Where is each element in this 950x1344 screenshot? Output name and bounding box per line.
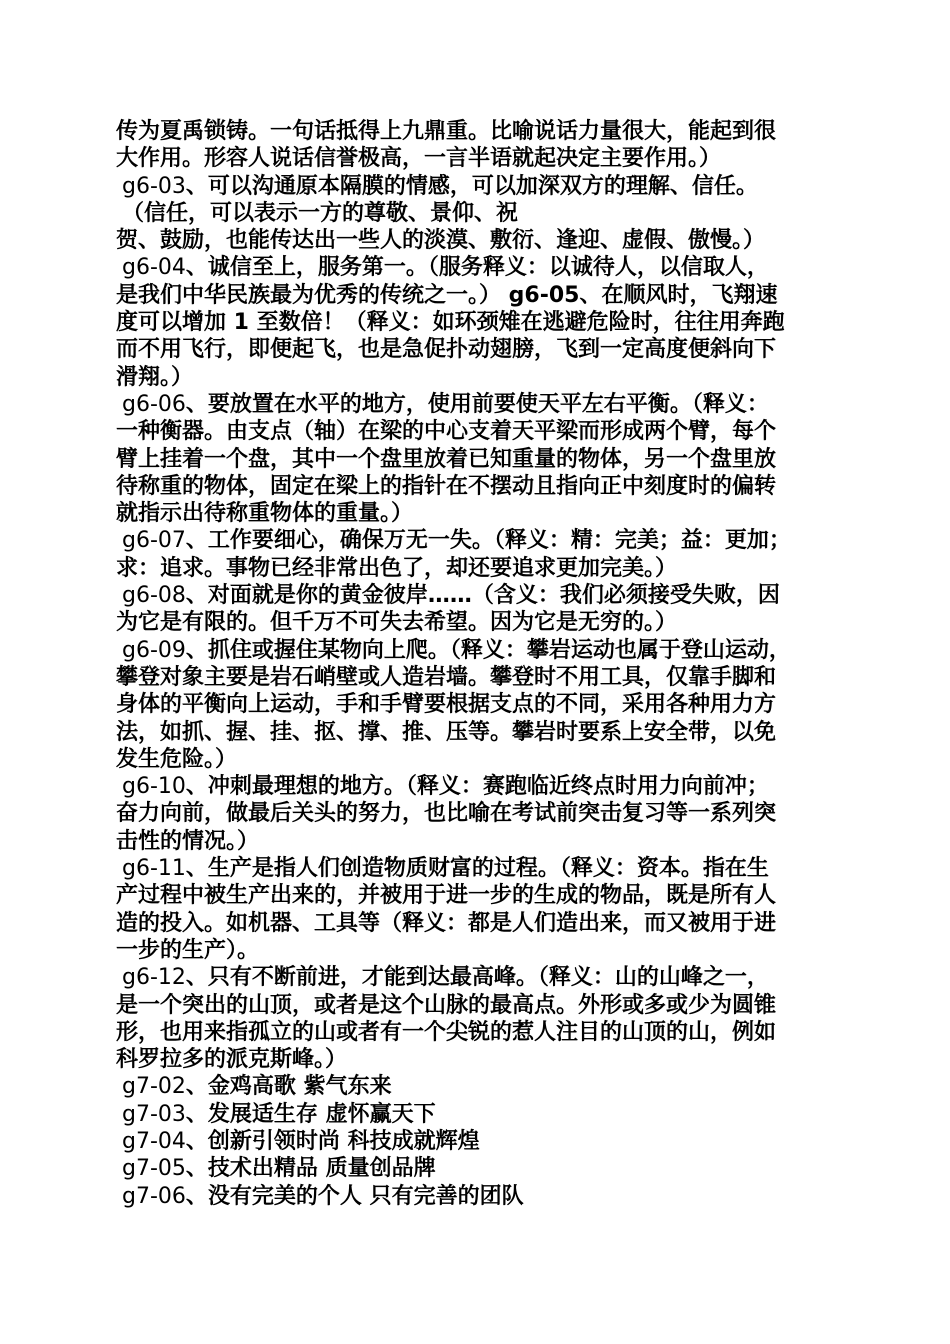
text-line [116, 637, 836, 664]
line-text: 法，如抓、握、挂、抠、撑、推、压等。攀岩时要系上安全带，以免 [116, 719, 777, 745]
line-text: 贺、鼓励，也能传达出一些人的淡漠、敷衍、逢迎、虚假、傲慢。） [116, 228, 766, 254]
text-line [116, 1183, 836, 1210]
line-code: g7-04 [122, 1128, 186, 1154]
text-line [116, 145, 836, 172]
line-code: g6-11 [122, 856, 186, 882]
text-line [116, 336, 836, 363]
document-body [116, 118, 836, 1210]
line-text: 一步的生产）。 [116, 937, 260, 963]
line-text: 造的投入。如机器、工具等（释义：都是人们造出来，而又被用于进 [116, 910, 777, 936]
line-text: （信任，可以表示一方的尊敬、景仰、祝 [122, 200, 519, 226]
text-line [116, 1046, 836, 1073]
line-text: 就指示出待称重物体的重量。） [116, 501, 414, 527]
text-line [116, 828, 836, 855]
line-text: 科罗拉多的派克斯峰。） [116, 1047, 348, 1073]
line-text: 、诚信至上，服务第一。（服务释义：以诚待人，以信取人， [185, 255, 769, 281]
line-text: 而不用飞行，即便起飞，也是急促扑动翅膀，飞到一定高度便斜向下 [116, 337, 777, 363]
line-code: g6-12 [122, 965, 186, 991]
text-line [116, 664, 836, 691]
text-line [116, 446, 836, 473]
line-text: 求：追求。事物已经非常出色了，却还要追求更加完美。） [116, 555, 678, 581]
line-code: g6-06 [122, 391, 186, 417]
line-code: g7-05 [122, 1156, 186, 1182]
line-text: 待称重的物体，固定在梁上的指针在不摆动且指向正中刻度时的偏转 [116, 473, 777, 499]
line-text: 度可以增加 1 至数倍！（释义：如环颈雉在逃避危险时，往往用奔跑 [116, 310, 785, 336]
line-text: 、生产是指人们创造物质财富的过程。（释义：资本。指在生 [185, 856, 769, 882]
line-text: 、工作要细心，确保万无一失。（释义：精：完美；益：更加； [185, 528, 791, 554]
text-line [116, 473, 836, 500]
line-code: g6-09 [122, 637, 186, 663]
text-line [116, 937, 836, 964]
text-line [116, 773, 836, 800]
text-line [116, 1019, 836, 1046]
text-line [116, 527, 836, 554]
line-text: 大作用。形容人说话信誉极高，一言半语就起决定主要作用。） [116, 146, 722, 172]
line-text: 产过程中被生产出来的，并被用于进一步的生成的物品，既是所有人 [116, 883, 777, 909]
line-text: 奋力向前，做最后关头的努力，也比喻在考试前突击复习等一系列突 [116, 801, 777, 827]
line-text: 、抓住或握住某物向上爬。（释义：攀岩运动也属于登山运动， [185, 637, 791, 663]
text-line [116, 364, 836, 391]
line-code: g7-03 [122, 1101, 186, 1127]
line-code: g6-04 [122, 255, 186, 281]
line-text: 、金鸡高歌 紫气东来 [185, 1074, 392, 1100]
text-line [116, 582, 836, 609]
text-line [116, 418, 836, 445]
text-line [116, 309, 836, 336]
text-line [116, 746, 836, 773]
line-text: 滑翔。） [116, 364, 194, 390]
line-text: 是一个突出的山顶，或者是这个山脉的最高点。外形或多或少为圆锥 [116, 992, 777, 1018]
line-text: 、可以沟通原本隔膜的情感，可以加深双方的理解、信任。 [185, 173, 758, 199]
text-line [116, 254, 836, 281]
line-text: 是我们中华民族最为优秀的传统之一。） g6-05、在顺风时，飞翔速 [116, 282, 778, 308]
text-line [116, 1073, 836, 1100]
text-line [116, 1128, 836, 1155]
line-code: g6-08 [122, 583, 186, 609]
text-line [116, 964, 836, 991]
line-text: 一种衡器。由支点（轴）在梁的中心支着天平梁而形成两个臂，每个 [116, 419, 777, 445]
line-text: 、发展适生存 虚怀赢天下 [185, 1101, 436, 1127]
line-text: 发生危险。） [116, 746, 238, 772]
line-text: 、只有不断前进，才能到达最高峰。（释义：山的山峰之一， [185, 965, 769, 991]
line-text: 形，也用来指孤立的山或者有一个尖锐的惹人注目的山顶的山，例如 [116, 1019, 777, 1045]
text-line [116, 992, 836, 1019]
text-line [116, 200, 836, 227]
line-code: g6-10 [122, 774, 186, 800]
line-text: 、技术出精品 质量创品牌 [185, 1156, 436, 1182]
text-line [116, 227, 836, 254]
text-line [116, 691, 836, 718]
text-line [116, 1101, 836, 1128]
line-text: 击性的情况。） [116, 828, 260, 854]
line-code: g7-06 [122, 1183, 186, 1209]
text-line [116, 555, 836, 582]
text-line [116, 1155, 836, 1182]
text-line [116, 173, 836, 200]
text-line [116, 855, 836, 882]
text-line [116, 391, 836, 418]
text-line [116, 800, 836, 827]
text-line [116, 609, 836, 636]
text-line [116, 910, 836, 937]
text-line [116, 282, 836, 309]
line-text: 、没有完美的个人 只有完善的团队 [185, 1183, 524, 1209]
line-text: 、对面就是你的黄金彼岸……（含义：我们必须接受失败，因 [185, 583, 780, 609]
line-text: 攀登对象主要是岩石峭壁或人造岩墙。攀登时不用工具，仅靠手脚和 [116, 664, 777, 690]
line-code: g6-07 [122, 528, 186, 554]
line-text: 、冲刺最理想的地方。（释义：赛跑临近终点时用力向前冲； [185, 774, 769, 800]
text-line [116, 118, 836, 145]
line-text: 传为夏禹锁铸。一句话抵得上九鼎重。比喻说话力量很大，能起到很 [116, 119, 777, 144]
line-text: 身体的平衡向上运动，手和手臂要根据支点的不同，采用各种用力方 [116, 692, 777, 718]
line-text: 、要放置在水平的地方，使用前要使天平左右平衡。（释义： [185, 391, 769, 417]
text-line [116, 882, 836, 909]
line-text: 、创新引领时尚 科技成就辉煌 [185, 1128, 480, 1154]
line-code: g6-03 [122, 173, 186, 199]
line-text: 为它是有限的。但千万不可失去希望。因为它是无穷的。） [116, 610, 678, 636]
text-line [116, 719, 836, 746]
text-line [116, 500, 836, 527]
line-text: 臂上挂着一个盘，其中一个盘里放着已知重量的物体，另一个盘里放 [116, 446, 777, 472]
line-code: g7-02 [122, 1074, 186, 1100]
